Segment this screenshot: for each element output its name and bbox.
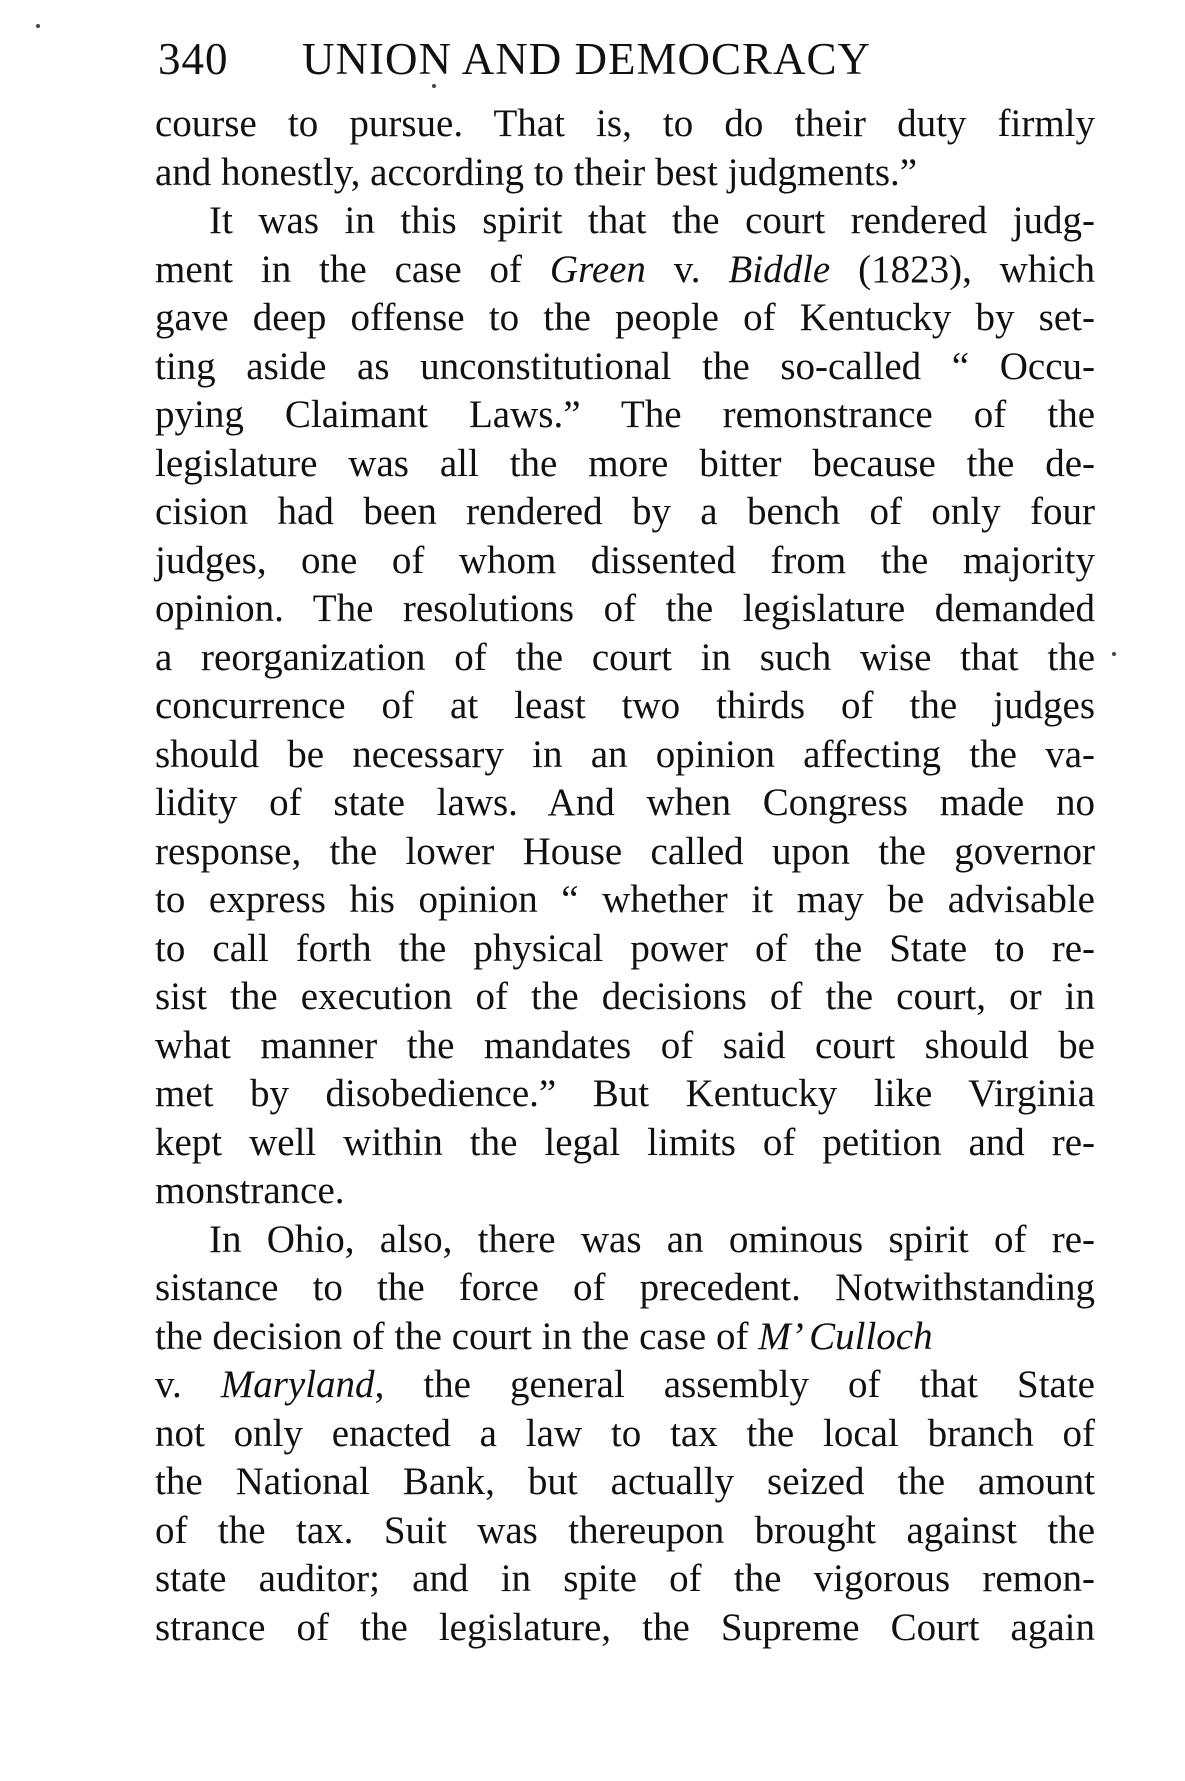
case-name: Biddle [728, 247, 831, 291]
case-name: Maryland [220, 1363, 375, 1406]
text-line: ting aside as unconstitutional the so-called “ Occu- [155, 344, 1095, 388]
text-line: concurrence of at least two thirds of the judges [155, 684, 1095, 727]
text-run: the decision of the court in the case of [155, 1314, 759, 1358]
text-line: lidity of state laws. And when Congress made no [155, 781, 1095, 824]
text-line: In Ohio, also, there was an ominous spirit of re- [209, 1217, 1095, 1261]
body-text [155, 100, 1095, 1652]
text-line: the National Bank, but actually seized the amount [155, 1460, 1095, 1503]
text-line: gave deep offense to the people of Kentucky by set- [155, 296, 1095, 339]
text-line [155, 1361, 1095, 1410]
text-line: sist the execution of the decisions of the court, or in [155, 975, 1095, 1018]
text-line: judges, one of whom dissented from the majority [155, 538, 1095, 582]
text-line: kept well within the legal limits of petition and re- [155, 1120, 1095, 1164]
text-line: of the tax. Suit was thereupon brought against the [155, 1508, 1095, 1552]
text-line: and honestly, according to their best judgments.” [155, 150, 918, 194]
text-run: (1823), which [830, 247, 1095, 291]
text-line [155, 1313, 1095, 1362]
text-line: opinion. The resolutions of the legislature demanded [155, 587, 1095, 630]
text-line: response, the lower House called upon the governor [155, 829, 1095, 873]
text-line: a reorganization of the court in such wise that the [155, 635, 1095, 679]
text-line: what manner the mandates of said court should be [155, 1023, 1095, 1067]
text-line: cision had been rendered by a bench of only four [155, 490, 1095, 533]
text-run: v. [645, 247, 729, 291]
case-name: Green [549, 247, 646, 291]
text-line: state auditor; and in spite of the vigorous remon- [155, 1557, 1095, 1600]
text-line: not only enacted a law to tax the local branch of [155, 1411, 1095, 1455]
text-line: strance of the legislature, the Supreme Court again [155, 1605, 1095, 1649]
text-line: should be necessary in an opinion affecting the va- [155, 732, 1095, 776]
text-run: , the general assembly of that State [374, 1363, 1095, 1406]
text-line: It was in this spirit that the court rendered judg- [209, 199, 1095, 242]
text-run: v. [155, 1363, 221, 1406]
text-line: sistance to the force of precedent. Notwithstanding [155, 1266, 1095, 1309]
page-header [158, 24, 1158, 94]
text-line: met by disobedience.” But Kentucky like Virginia [155, 1072, 1095, 1115]
text-line: pying Claimant Laws.” The remonstrance of the [155, 393, 1095, 436]
running-title: UNION AND DEMOCRACY [302, 34, 872, 84]
case-name: M’ Culloch [758, 1314, 933, 1358]
text-line [155, 246, 1095, 295]
text-line: legislature was all the more bitter because the de- [155, 441, 1095, 485]
text-line: course to pursue. That is, to do their duty firmly [155, 102, 1095, 145]
speck-mark [1112, 652, 1116, 656]
text-line: monstrance. [155, 1169, 345, 1212]
speck-mark [432, 84, 436, 88]
speck-mark [36, 24, 40, 28]
text-run: ment in the case of [155, 247, 550, 291]
text-line: to express his opinion “ whether it may be advisable [155, 878, 1095, 921]
text-line: to call forth the physical power of the State to re- [155, 926, 1095, 970]
page-number: 340 [158, 34, 229, 84]
